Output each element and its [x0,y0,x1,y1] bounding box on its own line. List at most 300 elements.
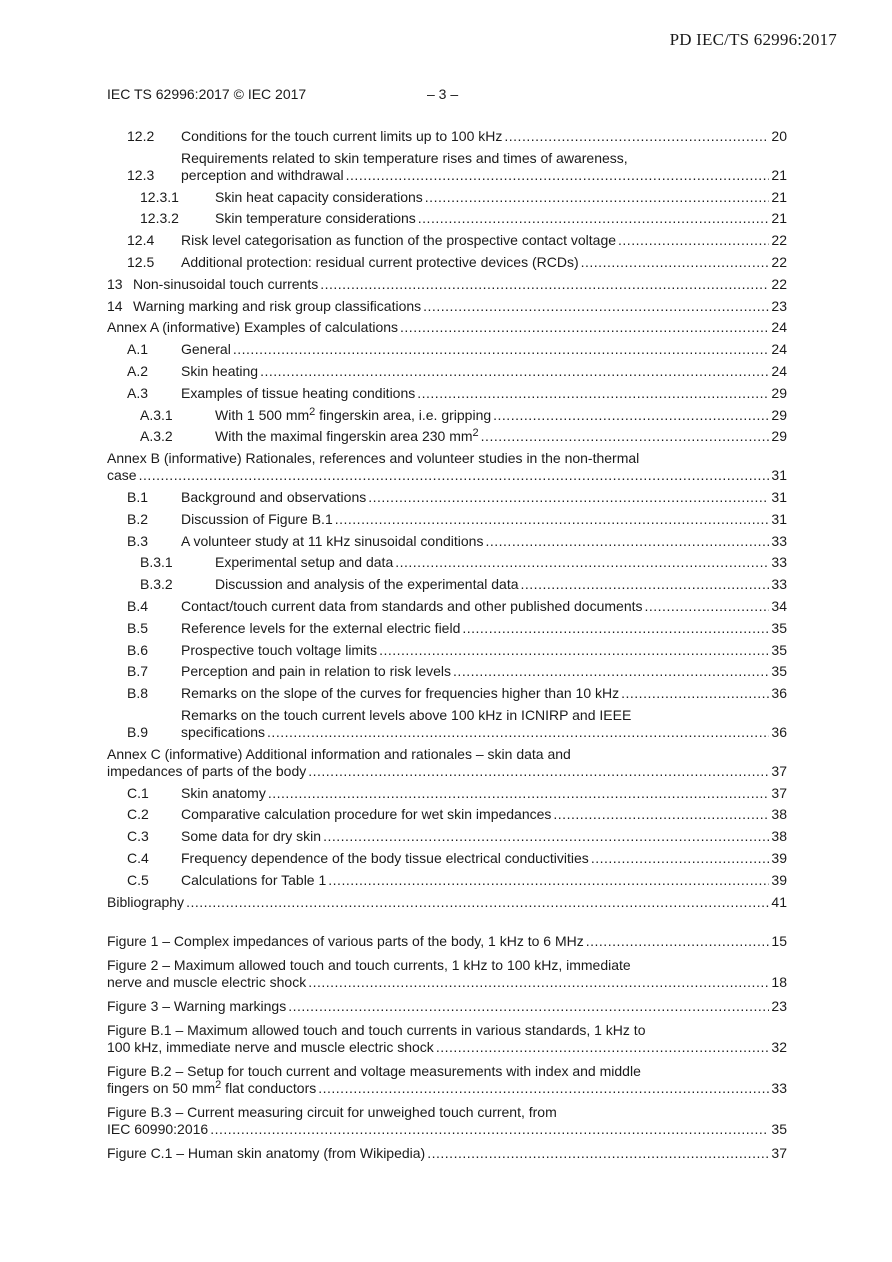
entry-text-part: Frequency dependence of the body tissue electrical conductivities [181,849,589,866]
dot-leader [139,467,770,484]
page-number-ref: 21 [771,210,787,227]
entry-title-text [181,511,333,528]
entry-text-part: fingers on 50 mm [107,1080,216,1097]
toc-entry[interactable] [107,428,787,445]
dot-leader [368,489,769,506]
toc-entry-number: 12.3 [127,166,155,183]
dot-leader [581,254,770,271]
table-of-contents [107,128,787,1169]
figure-list-entry[interactable] [107,1145,787,1162]
page-number-ref: 20 [771,128,787,144]
entry-title-line-1: Figure B.1 – Maximum allowed touch and touch currents in various standards, 1 kHz to [107,1022,646,1039]
dot-leader [504,128,769,145]
entry-text-part: Skin temperature considerations [215,210,416,227]
entry-title-text [107,998,286,1015]
entry-text-part: Calculations for Table 1 [181,871,327,888]
entry-title [215,428,771,445]
entry-title [181,663,771,680]
toc-entry[interactable] [107,385,787,402]
dot-leader [267,724,769,741]
toc-entry-number: A.3.1 [140,406,173,423]
page-number-ref: 38 [771,806,787,823]
page-number-ref: 33 [771,554,787,571]
toc-entry-number: B.8 [127,685,149,702]
entry-title [181,232,771,249]
entry-title-lines [181,150,787,184]
entry-title [215,576,771,593]
dot-leader [481,428,770,445]
entry-title [215,554,771,571]
toc-entry-number: 12.4 [127,232,155,249]
entry-title [181,598,771,615]
toc-entry[interactable] [107,620,787,637]
entry-text-part: impedances of parts of the body [107,762,307,779]
page-number-ref: 38 [771,828,787,845]
entry-text-part: 100 kHz, immediate nerve and muscle electric shock [107,1039,434,1056]
entry-text-part: Figure 1 – Complex impedances of various parts of the body, 1 kHz to 6 MHz [107,933,584,950]
entry-title [181,150,787,184]
toc-entry-number: A.1 [127,341,149,358]
entry-title-text [181,254,579,271]
page-number-ref: 29 [771,384,787,401]
toc-entry-number: 13 [107,275,123,292]
toc-entry-number: B.6 [127,641,149,658]
page-number-ref: 22 [771,232,787,249]
page-number-ref: 39 [771,871,787,888]
entry-title [107,1022,787,1056]
entry-text-part: Some data for dry skin [181,828,322,845]
entry-title-text [181,363,258,380]
dot-leader [379,642,769,659]
entry-title-line-2-text [107,467,137,484]
dot-leader [521,576,770,593]
dot-leader [210,1121,769,1138]
entry-title [107,1104,787,1138]
toc-entry-number: 12.5 [127,253,155,270]
entry-title [181,785,771,802]
entry-title-text [181,533,483,550]
toc-entry[interactable] [107,210,787,227]
page-number-ref: 34 [771,597,787,614]
entry-title [181,850,771,867]
toc-entry[interactable] [107,533,787,550]
dot-leader [320,276,769,293]
toc-entry-number: B.3 [127,532,149,549]
page-number-ref: 37 [771,1145,787,1162]
toc-entry-number: A.3.2 [140,428,173,445]
superscript: 2 [472,427,479,440]
entry-title-lines [107,1063,787,1097]
dot-leader [618,232,769,249]
entry-title-lines [107,746,787,780]
entry-text-part: nerve and muscle electric shock [107,974,307,991]
toc-entry[interactable] [107,319,787,336]
entry-title-line-2 [181,724,787,741]
toc-entry[interactable] [107,663,787,680]
entry-title-line-1: Remarks on the touch current levels above 100 kHz in ICNIRP and IEEE [181,706,632,723]
entry-text-part: Examples of tissue heating conditions [181,384,416,401]
dot-leader [308,763,769,780]
dot-leader [427,1145,769,1162]
page-number-ref: 29 [771,428,787,445]
page-number-ref: 31 [771,488,787,505]
dot-leader [346,167,770,184]
entry-title [181,363,771,380]
dot-leader [186,894,769,911]
dot-leader [453,663,769,680]
entry-title-text [215,428,479,445]
entry-title-line-2 [107,974,787,991]
page-number-ref: 18 [771,974,787,991]
entry-text-part: A volunteer study at 11 kHz sinusoidal conditions [181,532,484,549]
entry-text-part: With 1 500 mm [215,406,310,423]
entry-title [107,998,771,1015]
figure-list-entry[interactable] [107,998,787,1015]
toc-entry-number: C.4 [127,849,149,866]
entry-title [181,642,771,659]
entry-text-part: Discussion of Figure B.1 [181,510,333,527]
toc-entry-number: B.2 [127,510,149,527]
entry-title [107,746,787,780]
dot-leader [436,1039,770,1056]
page-number-ref: 39 [771,849,787,866]
entry-title [181,385,771,402]
entry-title-text [215,554,393,571]
entry-title [107,319,771,336]
figure-list-entry[interactable] [107,933,787,950]
entry-text-part: Figure 3 – Warning markings [107,998,287,1015]
toc-entry[interactable] [107,576,787,593]
entry-title-text [107,894,184,911]
page-number-ref: 35 [771,619,787,636]
dot-leader [400,319,769,336]
toc-entry-number: C.5 [127,871,149,888]
entry-text-part: Experimental setup and data [215,554,394,571]
page-number-ref: 24 [771,362,787,379]
entry-title-lines [181,707,787,741]
entry-title [181,489,771,506]
entry-title-line-1: Figure B.2 – Setup for touch current and voltage measurements with index and middle [107,1063,641,1080]
document-id-header: PD IEC/TS 62996:2017 [669,30,837,49]
dot-leader [425,189,770,206]
toc-entry[interactable] [107,489,787,506]
entry-title [107,1145,771,1162]
entry-text-part: Figure C.1 – Human skin anatomy (from Wikipedia) [107,1145,426,1162]
toc-entry-number: 14 [107,297,123,314]
toc-entry-number: B.1 [127,488,149,505]
entry-title [181,128,771,145]
toc-entry[interactable] [107,850,787,867]
entry-text-part: Comparative calculation procedure for wet skin impedances [181,806,552,823]
toc-entry-number: 12.2 [127,128,155,144]
entry-title-line-2-text [181,724,265,741]
page-number-ref: 41 [771,893,787,910]
toc-entry[interactable] [107,407,787,424]
entry-text-part: Non-sinusoidal touch currents [133,275,319,292]
page-number-ref: 21 [771,188,787,205]
superscript: 2 [215,1079,222,1092]
figure-list-entry[interactable] [107,1022,787,1056]
toc-entry-number: C.3 [127,828,149,845]
entry-text-part: Skin heating [181,362,259,379]
entry-title-text [215,576,519,593]
entry-title-text [133,298,421,315]
entry-text-part: With the maximal fingerskin area 230 mm [215,428,473,445]
entry-title [181,828,771,845]
toc-entry[interactable] [107,450,787,484]
page-number-ref: 36 [771,723,787,740]
toc-entry[interactable] [107,806,787,823]
entry-title-line-1: Annex B (informative) Rationales, references and volunteer studies in the non-thermal [107,450,640,467]
entry-title-text [181,642,377,659]
entry-text-part: Bibliography [107,893,185,910]
entry-title-lines [107,1022,787,1056]
entry-title-lines [107,1104,787,1138]
entry-text-part: IEC 60990:2016 [107,1121,209,1138]
entry-title [181,620,771,637]
entry-title-text [181,598,643,615]
page-number-ref: 23 [771,297,787,314]
entry-title-text [181,685,619,702]
page-number-ref: 37 [771,762,787,779]
page-number-ref: 35 [771,663,787,680]
toc-entry-number: C.1 [127,784,149,801]
entry-title [181,707,787,741]
dot-leader [462,620,769,637]
page-number-ref: 35 [771,1121,787,1138]
dot-leader [395,554,769,571]
entry-title-line-2-text [107,1080,316,1097]
page-number-ref: 22 [771,253,787,270]
toc-entry[interactable] [107,254,787,271]
entry-title-line-2 [107,1121,787,1138]
dot-leader [328,872,769,889]
entry-text-part: Background and observations [181,488,367,505]
toc-entry[interactable] [107,872,787,889]
dot-leader [485,533,769,550]
toc-entry-number: B.7 [127,663,149,680]
entry-title-text [181,850,589,867]
entry-title-line-2-text [107,974,306,991]
page-number-ref: 24 [771,341,787,358]
dot-leader [288,998,769,1015]
dot-leader [423,298,769,315]
figure-list-entry[interactable] [107,1063,787,1097]
entry-title-text [107,933,584,950]
entry-title-text [215,210,416,227]
entry-text-part: Skin anatomy [181,784,266,801]
entry-title [133,298,771,315]
page-number-ref: 33 [771,1080,787,1097]
superscript: 2 [309,405,316,418]
entry-title [181,685,771,702]
dot-leader [308,974,769,991]
dot-leader [553,806,769,823]
entry-title [181,254,771,271]
figure-list-entry[interactable] [107,957,787,991]
toc-entry-number: A.2 [127,362,149,379]
toc-entry[interactable] [107,232,787,249]
entry-title-text [107,319,398,336]
entry-title [107,933,771,950]
dot-leader [418,210,770,227]
toc-entry[interactable] [107,828,787,845]
entry-title-text [181,128,502,145]
toc-entry[interactable] [107,128,787,145]
entry-text-part: fingerskin area, i.e. gripping [315,406,492,423]
dot-leader [335,511,770,528]
toc-entry-number: B.4 [127,597,149,614]
entry-title [215,189,771,206]
page-number-ref: 22 [771,275,787,292]
page-number-ref: 33 [771,532,787,549]
dot-leader [318,1080,769,1097]
entry-title-line-2-text [107,763,306,780]
entry-title-line-2 [107,1039,787,1056]
figure-list-entry[interactable] [107,1104,787,1138]
toc-entry-number: C.2 [127,806,149,823]
toc-entry-number: A.3 [127,384,149,401]
entry-text-part: specifications [181,723,266,740]
entry-title-text [181,663,451,680]
entry-text-part: Prospective touch voltage limits [181,641,378,658]
running-head-copyright: IEC TS 62996:2017 © IEC 2017 [107,86,307,102]
toc-entry-number: B.3.2 [140,576,173,593]
entry-title-line-1: Annex C (informative) Additional information and rationales – skin data and [107,745,571,762]
page-number-ref: 29 [771,406,787,423]
entry-title-line-1: Figure B.3 – Current measuring circuit for unweighed touch current, from [107,1104,557,1121]
toc-entry[interactable] [107,746,787,780]
page-number: – 3 – [427,86,459,102]
toc-entry[interactable] [107,511,787,528]
entry-title-text [181,489,366,506]
toc-entry-number: B.3.1 [140,554,173,571]
entry-title [181,341,771,358]
toc-entry[interactable] [107,189,787,206]
toc-entry-number: 12.3.2 [140,210,179,227]
entry-title-text [181,341,231,358]
page-number-ref: 21 [771,166,787,183]
entry-title-text [181,785,266,802]
page-number-ref: 32 [771,1039,787,1056]
toc-entry[interactable] [107,685,787,702]
entry-title-line-2 [107,1080,787,1097]
entry-title-line-2-text [107,1039,434,1056]
entry-text-part: Discussion and analysis of the experimental data [215,576,519,593]
dot-leader [417,385,769,402]
toc-entry[interactable] [107,341,787,358]
entry-text-part: flat conductors [221,1080,317,1097]
entry-title [107,1063,787,1097]
dot-leader [645,598,770,615]
entry-title-line-2 [107,763,787,780]
entry-title-line-1: Figure 2 – Maximum allowed touch and touch currents, 1 kHz to 100 kHz, immediate [107,957,631,974]
dot-leader [233,341,770,358]
entry-title-text [181,806,551,823]
entry-text-part: perception and withdrawal [181,166,344,183]
page-number-ref: 35 [771,641,787,658]
toc-entry[interactable] [107,298,787,315]
toc-entry[interactable] [107,554,787,571]
section-gap [107,915,787,933]
entry-title-text [107,1145,425,1162]
dot-leader [621,685,769,702]
toc-entry[interactable] [107,150,787,184]
entry-text-part: case [107,467,137,484]
page-number-ref: 23 [771,998,787,1015]
entry-text-part: Skin heat capacity considerations [215,188,423,205]
entry-title-line-2 [181,167,787,184]
toc-entry[interactable] [107,276,787,293]
toc-entry[interactable] [107,894,787,911]
entry-title [215,210,771,227]
toc-entry-number: B.9 [127,723,149,740]
entry-title-line-2-text [181,167,344,184]
dot-leader [493,407,769,424]
page-number-ref: 24 [771,319,787,336]
entry-title-text [215,189,423,206]
entry-text-part: Warning marking and risk group classifications [133,297,422,314]
entry-text-part: General [181,341,231,358]
dot-leader [260,363,769,380]
toc-entry-number: B.5 [127,619,149,636]
entry-text-part: Additional protection: residual current protective devices (RCDs) [181,253,579,270]
entry-title [107,894,771,911]
entry-title [181,511,771,528]
dot-leader [586,933,770,950]
page-number-ref: 33 [771,576,787,593]
entry-title [215,407,771,424]
entry-title [181,806,771,823]
toc-entry[interactable] [107,363,787,380]
entry-title-text [181,872,326,889]
page-number-ref: 31 [771,510,787,527]
entry-text-part: Perception and pain in relation to risk levels [181,663,452,680]
entry-text-part: Risk level categorisation as function of the prospective contact voltage [181,232,617,249]
entry-title [107,450,787,484]
page-number-ref: 37 [771,784,787,801]
page-number-ref: 36 [771,685,787,702]
entry-text-part: Contact/touch current data from standards and other published documents [181,597,643,614]
page-number-ref: 15 [771,933,787,950]
entry-title-line-2 [107,467,787,484]
entry-title-text [181,828,321,845]
toc-entry[interactable] [107,598,787,615]
dot-leader [323,828,769,845]
entry-title-text [133,276,318,293]
dot-leader [591,850,770,867]
entry-title [107,957,787,991]
entry-title-text [181,232,616,249]
entry-text-part: Conditions for the touch current limits up to 100 kHz [181,128,503,144]
entry-title [133,276,771,293]
entry-title-text [181,620,460,637]
page-number-ref: 31 [771,467,787,484]
entry-title-line-2-text [107,1121,208,1138]
entry-title-line-1: Requirements related to skin temperature rises and times of awareness, [181,149,628,166]
toc-entry[interactable] [107,785,787,802]
entry-title-text [181,385,415,402]
toc-entry[interactable] [107,642,787,659]
entry-text-part: Annex A (informative) Examples of calculations [107,319,399,336]
toc-entry[interactable] [107,707,787,741]
entry-title-lines [107,957,787,991]
entry-title [181,872,771,889]
entry-text-part: Remarks on the slope of the curves for frequencies higher than 10 kHz [181,685,620,702]
toc-entry-number: 12.3.1 [140,188,179,205]
entry-text-part: Reference levels for the external electric field [181,619,461,636]
entry-title-text [215,407,491,424]
